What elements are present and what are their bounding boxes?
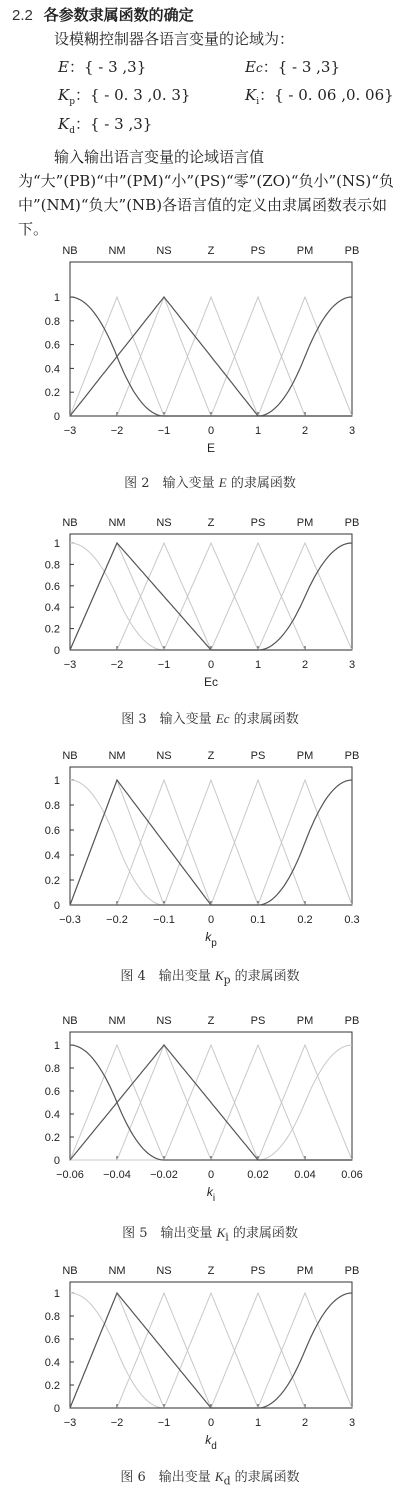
domain-ec xyxy=(245,56,340,77)
y-tick-label: 0 xyxy=(53,411,60,423)
y-tick-label: 0.8 xyxy=(44,1311,60,1323)
top-label-z: Z xyxy=(207,750,215,762)
caption-6-sub: d xyxy=(223,1474,231,1488)
top-label-ps: PS xyxy=(250,750,266,762)
x-tick-label: −0.1 xyxy=(153,914,175,926)
top-label-nm: NM xyxy=(108,1015,126,1027)
mf-curve-pb xyxy=(70,543,352,650)
y-tick-label: 0.2 xyxy=(44,875,60,887)
mf-curve-ns xyxy=(70,780,352,905)
domain-kd-range: ：{ - 3 ,3} xyxy=(74,115,153,133)
x-tick-label: 3 xyxy=(348,659,356,671)
top-label-ns: NS xyxy=(156,750,172,762)
top-label-ps: PS xyxy=(250,1015,266,1027)
domain-kd xyxy=(58,113,152,136)
y-tick-label: 0.6 xyxy=(44,1334,60,1346)
x-tick-label: 2 xyxy=(301,1417,309,1429)
domain-kp-sub: p xyxy=(69,97,75,107)
top-label-pm: PM xyxy=(296,1015,314,1027)
x-tick-label: 0 xyxy=(207,1169,215,1181)
top-label-z: Z xyxy=(207,1015,215,1027)
y-tick-label: 1 xyxy=(53,775,60,787)
x-tick-label: −0.04 xyxy=(103,1169,131,1181)
top-label-pb: PB xyxy=(344,1015,360,1027)
x-tick-label: −1 xyxy=(157,425,171,437)
top-label-pm: PM xyxy=(296,750,314,762)
y-tick-label: 0.2 xyxy=(44,623,60,636)
top-label-ns: NS xyxy=(156,517,172,529)
y-tick-label: 0.8 xyxy=(44,1063,60,1075)
x-tick-label: 0.04 xyxy=(294,1169,316,1181)
top-label-pb: PB xyxy=(344,517,360,529)
x-tick-label: −2 xyxy=(110,425,124,437)
y-tick-label: 1 xyxy=(53,1288,60,1300)
x-tick-label: −0.3 xyxy=(59,914,81,926)
x-tick-label: 3 xyxy=(348,425,356,437)
x-tick-label: −0.06 xyxy=(56,1169,84,1181)
mf-curve-nb xyxy=(70,543,352,650)
y-tick-label: 0 xyxy=(53,900,60,912)
y-tick-label: 0.6 xyxy=(44,1086,60,1098)
membership-chart-e xyxy=(0,240,420,485)
top-label-nm: NM xyxy=(108,517,126,529)
y-tick-label: 0.6 xyxy=(44,825,60,837)
mf-curve-ps xyxy=(70,780,352,905)
caption-3-prefix: 图 3 输入变量 xyxy=(121,712,212,727)
y-tick-label: 1 xyxy=(53,538,60,550)
top-label-ps: PS xyxy=(250,1265,266,1277)
x-tick-label: 0.3 xyxy=(344,914,360,926)
caption-3-var: Ec xyxy=(215,711,230,726)
domain-e xyxy=(58,56,146,77)
figure-caption-4 xyxy=(0,965,420,987)
figure-caption-6 xyxy=(0,1466,420,1488)
mf-curve-ns xyxy=(70,543,352,650)
caption-5-var: K xyxy=(216,1225,226,1240)
mf-curve-ns xyxy=(70,1045,352,1160)
domain-kd-sub: d xyxy=(69,126,75,136)
mf-curve-z xyxy=(70,1293,352,1408)
mf-curve-pm xyxy=(70,543,352,650)
section-title: 各参数隶属函数的确定 xyxy=(43,6,194,24)
caption-5-sub: i xyxy=(225,1230,229,1244)
caption-4-prefix: 图 4 输出变量 xyxy=(120,969,211,984)
figure-caption-3 xyxy=(0,708,420,730)
y-tick-label: 0 xyxy=(53,1155,60,1167)
y-tick-label: 0 xyxy=(53,645,60,657)
plot-frame xyxy=(70,1032,352,1160)
x-tick-label: 2 xyxy=(301,425,309,437)
x-tick-label: 0.2 xyxy=(297,914,313,926)
caption-2-var: E xyxy=(218,475,227,490)
top-label-pm: PM xyxy=(296,245,314,257)
mf-curve-pb xyxy=(70,780,352,905)
top-label-z: Z xyxy=(207,1265,215,1277)
plot-frame xyxy=(70,1282,352,1408)
membership-chart-ki xyxy=(0,1010,420,1225)
membership-chart-kd xyxy=(0,1260,420,1460)
top-label-nb: NB xyxy=(62,1015,78,1027)
plot-frame xyxy=(70,262,352,416)
x-tick-label: −3 xyxy=(63,659,77,671)
x-tick-label: −1 xyxy=(157,659,171,671)
x-tick-label: 1 xyxy=(254,425,262,437)
figure-caption-5 xyxy=(0,1222,420,1244)
caption-6-suffix: 的隶属函数 xyxy=(234,1470,300,1485)
x-tick-label: 0 xyxy=(207,425,215,437)
mf-curve-ps xyxy=(70,543,352,650)
y-tick-label: 0.6 xyxy=(44,339,60,352)
domain-ki-range: ：{ - 0. 06 ,0. 06} xyxy=(259,86,394,104)
x-axis-label: $k_d$ xyxy=(205,1433,217,1452)
domain-e-range: ：{ - 3 ,3} xyxy=(68,58,147,76)
mf-curve-nb xyxy=(70,780,352,905)
top-label-nm: NM xyxy=(108,245,126,257)
domain-ec-sub: c xyxy=(255,61,263,75)
top-label-nm: NM xyxy=(108,750,126,762)
section-number: 2.2 xyxy=(12,7,33,24)
x-tick-label: 0.02 xyxy=(247,1169,269,1181)
x-tick-label: 0 xyxy=(207,659,215,671)
domain-kp-name: K xyxy=(58,86,70,104)
x-tick-label: 0.06 xyxy=(341,1169,363,1181)
top-label-pm: PM xyxy=(296,1265,314,1277)
top-label-nm: NM xyxy=(108,1265,126,1277)
mf-curve-nm xyxy=(70,543,352,650)
x-tick-label: 0 xyxy=(207,914,215,926)
top-label-nb: NB xyxy=(62,517,78,529)
mf-curve-ns xyxy=(70,1293,352,1408)
y-tick-label: 0.6 xyxy=(44,580,60,593)
caption-6-var: K xyxy=(214,1469,224,1484)
domain-ec-range: ：{ - 3 ,3} xyxy=(262,58,341,76)
domain-ki-sub: i xyxy=(256,97,260,107)
mf-curve-nm-light xyxy=(70,780,352,905)
caption-5-suffix: 的隶属函数 xyxy=(232,1226,298,1241)
y-tick-label: 0.2 xyxy=(44,1132,60,1144)
top-label-z: Z xyxy=(207,517,215,529)
top-label-ns: NS xyxy=(156,1265,172,1277)
mf-curve-nm xyxy=(70,780,352,905)
y-tick-label: 0 xyxy=(53,1403,60,1415)
caption-3-suffix: 的隶属函数 xyxy=(233,712,299,727)
y-tick-label: 0.8 xyxy=(44,800,60,812)
definition-paragraph: 输入输出语言变量的论域语言值为“大”(PB)“中”(PM)“小”(PS)“零”(ZO)“负小”(NS)“负中”(NM)“负大”(NB)各语言值的定义由隶属函数表示如下。 xyxy=(18,148,394,238)
membership-chart-ec xyxy=(0,512,420,712)
mf-curve-ns-wide xyxy=(70,297,352,416)
x-tick-label: 0.1 xyxy=(250,914,266,926)
caption-2-prefix: 图 2 输入变量 xyxy=(124,476,215,491)
mf-curve-z xyxy=(70,780,352,905)
y-tick-label: 0.4 xyxy=(44,363,60,376)
top-label-nb: NB xyxy=(62,750,78,762)
top-label-pb: PB xyxy=(344,245,360,257)
x-tick-label: 3 xyxy=(348,1417,356,1429)
y-tick-label: 0.4 xyxy=(44,602,60,615)
x-tick-label: −0.02 xyxy=(150,1169,178,1181)
domain-ki-name: K xyxy=(245,86,257,104)
mf-curve-nm-light xyxy=(70,543,352,650)
x-tick-label: 0 xyxy=(207,1417,215,1429)
intro-sentence: 设模糊控制器各语言变量的论域为： xyxy=(54,30,295,48)
caption-6-prefix: 图 6 输出变量 xyxy=(120,1470,211,1485)
mf-curve-z xyxy=(70,543,352,650)
y-tick-label: 0.2 xyxy=(44,387,60,400)
y-tick-label: 0.4 xyxy=(44,1109,60,1121)
plot-frame xyxy=(70,767,352,905)
membership-chart-kp xyxy=(0,745,420,960)
top-label-nb: NB xyxy=(62,1265,78,1277)
x-tick-label: −3 xyxy=(63,1417,77,1429)
plot-frame xyxy=(70,534,352,650)
top-label-ps: PS xyxy=(250,517,266,529)
caption-4-var: K xyxy=(214,968,224,983)
y-tick-label: 1 xyxy=(53,1040,60,1052)
y-tick-label: 0.8 xyxy=(44,315,60,328)
x-tick-label: −1 xyxy=(157,1417,171,1429)
domain-ec-name: E xyxy=(245,58,256,76)
x-axis-label: $k_p$ xyxy=(205,930,217,949)
top-label-pb: PB xyxy=(344,750,360,762)
top-label-nb: NB xyxy=(62,245,78,257)
mf-curve-pb xyxy=(70,1293,352,1408)
domain-kp-range: ：{ - 0. 3 ,0. 3} xyxy=(74,86,191,104)
domain-kd-name: K xyxy=(58,115,70,133)
x-tick-label: 1 xyxy=(254,659,262,671)
caption-4-suffix: 的隶属函数 xyxy=(234,969,300,984)
x-axis-label: E xyxy=(206,441,216,455)
top-label-ps: PS xyxy=(250,245,266,257)
mf-curve-pm xyxy=(70,1293,352,1408)
x-tick-label: −0.2 xyxy=(106,914,128,926)
top-label-z: Z xyxy=(207,245,215,257)
domain-e-name: E xyxy=(58,58,69,76)
caption-4-sub: p xyxy=(223,973,231,987)
caption-2-suffix: 的隶属函数 xyxy=(230,476,296,491)
section-heading xyxy=(12,4,194,25)
y-tick-label: 0.4 xyxy=(44,1357,60,1369)
x-tick-label: 1 xyxy=(254,1417,262,1429)
mf-curve-nb xyxy=(70,1293,352,1408)
mf-curve-ps xyxy=(70,1293,352,1408)
y-tick-label: 1 xyxy=(53,292,60,304)
x-tick-label: 2 xyxy=(301,659,309,671)
top-label-pb: PB xyxy=(344,1265,360,1277)
x-tick-label: −2 xyxy=(110,659,124,671)
mf-curve-nm-light xyxy=(70,1293,352,1408)
y-tick-label: 0.4 xyxy=(44,850,60,862)
y-tick-label: 0.8 xyxy=(44,559,60,572)
mf-curve-pm xyxy=(70,780,352,905)
top-label-ns: NS xyxy=(156,1015,172,1027)
domain-ki xyxy=(245,84,394,107)
top-label-pm: PM xyxy=(296,517,314,529)
caption-5-prefix: 图 5 输出变量 xyxy=(122,1226,213,1241)
x-tick-label: −3 xyxy=(63,425,77,437)
mf-curve-nm xyxy=(70,1293,352,1408)
domain-kp xyxy=(58,84,190,107)
x-axis-label: Ec xyxy=(203,675,219,689)
figure-caption-2 xyxy=(0,472,420,494)
x-tick-label: −2 xyxy=(110,1417,124,1429)
y-tick-label: 0.2 xyxy=(44,1380,60,1392)
top-label-ns: NS xyxy=(156,245,172,257)
x-axis-label: $k_i$ xyxy=(206,1185,216,1204)
